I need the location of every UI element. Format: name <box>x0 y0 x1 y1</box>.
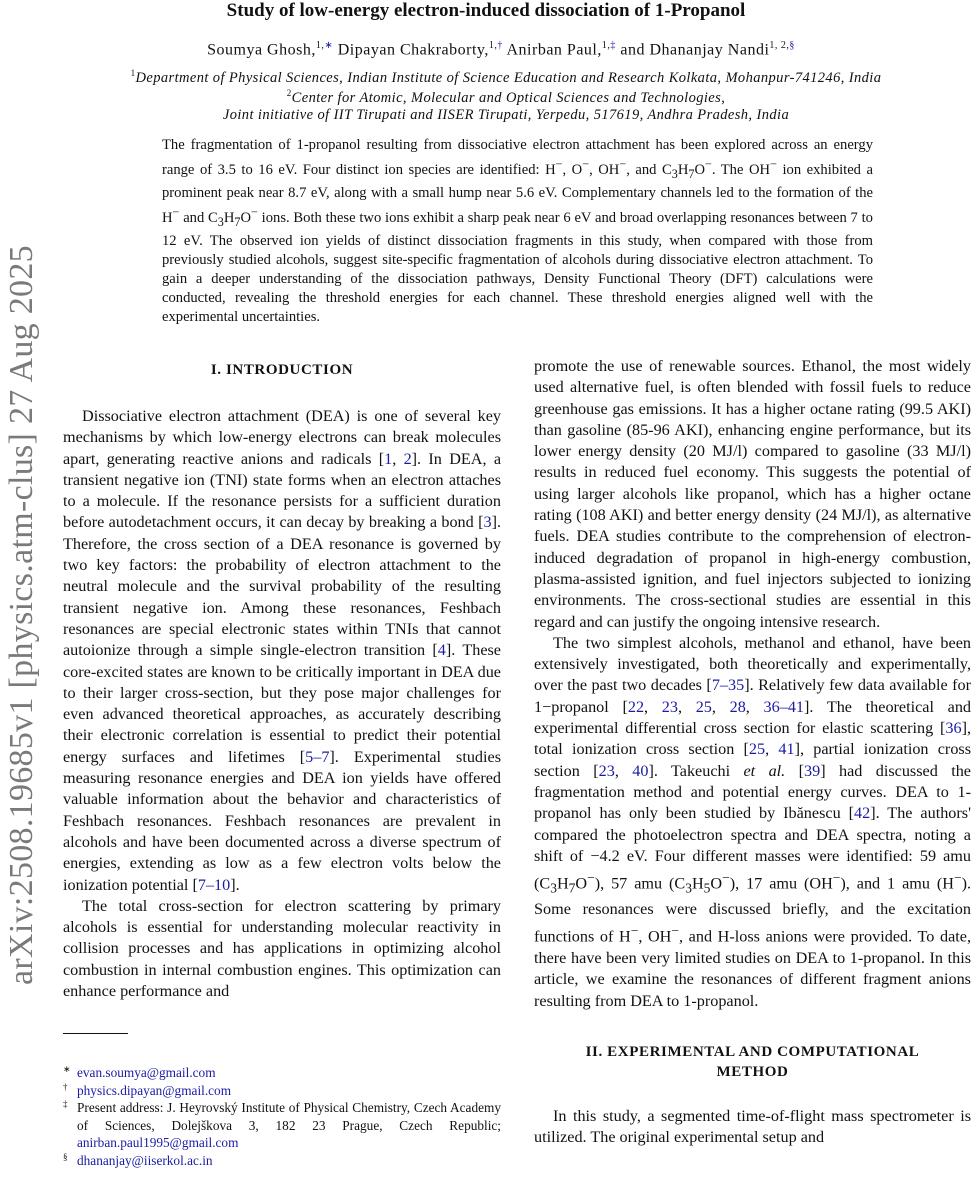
citation-link[interactable]: 40 <box>632 761 649 780</box>
paragraph: In this study, a segmented time-of-flight mass spectrometer is utilized. The original experimental setup and <box>534 1106 971 1147</box>
citation-link[interactable]: 4 <box>437 641 446 660</box>
footnotes <box>63 1064 501 1169</box>
author-affil-number: 1, <box>488 40 498 51</box>
author-footnote-link[interactable]: † <box>497 40 503 51</box>
author-footnote-link[interactable]: ∗ <box>324 40 334 51</box>
email-link[interactable]: anirban.paul1995@gmail.com <box>77 1135 239 1150</box>
author-name: Dipayan Chakraborty, <box>337 41 489 59</box>
email-link[interactable]: evan.soumya@gmail.com <box>77 1065 216 1080</box>
citation-link[interactable]: 25 <box>695 697 712 716</box>
author-affil-number: 1, 2, <box>769 40 790 51</box>
citation-link[interactable]: 7–35 <box>711 676 745 695</box>
arxiv-identifier-stamp: arXiv:2508.19685v1 [physics.atm-clus] 27 Aug 2025 <box>3 245 40 985</box>
author-name: and Dhananjay Nandi <box>620 41 770 59</box>
citation-link[interactable]: 3 <box>483 513 492 532</box>
right-column <box>534 356 971 1149</box>
footnote: ∗ evan.soumya@gmail.com <box>63 1064 216 1080</box>
author-footnote-link[interactable]: § <box>789 40 795 51</box>
footnote: § dhananjay@iiserkol.ac.in <box>63 1151 213 1168</box>
citation-link[interactable]: 22 <box>627 697 645 716</box>
citation-link[interactable]: 1 <box>384 449 393 468</box>
footnote-divider <box>63 1033 128 1034</box>
affiliation-2 <box>60 88 952 107</box>
affiliation-number: 2 <box>286 88 292 98</box>
section-heading-experimental: II. EXPERIMENTAL AND COMPUTATIONAL METHOD <box>585 1043 920 1080</box>
author-list <box>60 40 942 59</box>
paper-title: Study of low-energy electron-induced dissociation of 1-Propanol <box>226 0 746 21</box>
paragraph: The two simplest alcohols, methanol and ethanol, have been extensively investigated, both theoretically and experimentally, over the past two decades [7–35]. Relatively few data available for 1−propanol [22, 23, 25, 28, 36–41]. The theoretical and experimental differential cross section for elastic scattering [36], total ionization cross section [25, 41], partial ionization cross section [23, 40]. Takeuchi et al. [39] had discussed the fragmentation method and potential energy curves. DEA to 1-propanol has only been studied by Ibănescu [42]. The authors' compared the photoelectron spectra and DEA spectra, noting a shift of −4.2 eV. Four different masses were identified: 59 amu $(C_3H_7O^-)$, 57 amu $(C_3H_5O^-)$, 17 amu (OH−), and 1 amu (H−). Some resonances were discussed briefly, and the excitation functions of H−, OH−, and H-loss anions were provided. To date, there have been very limited studies on DEA to 1-propanol. In this article, we examine the resonances of different fragment anions resulting from DEA to 1-propanol. <box>534 633 972 1010</box>
author-name: Anirban Paul, <box>506 41 602 59</box>
affiliation-number: 1 <box>130 68 136 78</box>
paragraph: The total cross-section for electron scattering by primary alcohols is essential for understanding molecular reactivity in collision processes and has applications in optimizing alcohol combustion in internal combustion engines. This optimization can enhance performance and <box>63 896 501 1001</box>
citation-link[interactable]: 23 <box>661 697 678 716</box>
citation-link[interactable]: 23 <box>598 761 615 780</box>
citation-link[interactable]: 2 <box>403 449 412 468</box>
citation-link[interactable]: 39 <box>804 761 821 780</box>
citation-link[interactable]: 7–10 <box>197 875 231 894</box>
paragraph: Dissociative electron attachment (DEA) is one of several key mechanisms by which low-energy electrons can break molecules apart, generating reactive anions and radicals [1, 2]. In DEA, a transient negative ion (TNI) state forms when an electron attaches to a molecule. If the resonance persists for a sufficient duration before autodetachment occurs, it can decay by breaking a bond [3]. Therefore, the cross section of a DEA resonance is governed by two key factors: the probability of electron attachment to the neutral molecule and the survival probability of the resulting transient negative ion. Among these resonances, Feshbach resonances are special electronic states within TNIs that cannot autoionize through a simple single-electron transition [4]. These core-excited states are known to be critically important in DEA due to their larger cross-section, but they pose major challenges for even advanced theoretical approaches, as accurately describing their electronic correlation is essential to predict their potential energy surfaces and lifetimes [5–7]. Experimental studies measuring resonance energies and DEA ion yields have offered valuable information about the behavior and characteristics of Feshbach resonances. Feshbach resonances are prevalent in alcohols and have been documented across a diverse spectrum of energies, extending as low as a few electron volts below the ionization potential [7–10]. <box>63 407 502 894</box>
citation-link[interactable]: 5–7 <box>305 747 330 766</box>
email-link[interactable]: physics.dipayan@gmail.com <box>77 1082 232 1098</box>
citation-link[interactable]: 42 <box>854 804 871 823</box>
author-affil-number: 1, <box>601 40 611 51</box>
author-footnote-link[interactable]: ‡ <box>610 40 616 51</box>
citation-link[interactable]: 36 <box>945 719 962 738</box>
footnote: ‡ Present address: J. Heyrovský Institute of Physical Chemistry, Czech Academy of Sciences, Dolejškova 3, 182 23 Prague, Czech Republic; anirban.paul1995@gmail.com <box>63 1099 501 1150</box>
author-affil-number: 1, <box>315 40 325 51</box>
affiliation-1 <box>60 68 952 87</box>
footnote: † physics.dipayan@gmail.com <box>63 1081 232 1098</box>
affiliation-text: Joint initiative of IIT Tirupati and IISER Tirupati, Yerpedu, 517619, Andhra Pradesh, India <box>222 107 790 123</box>
citation-link[interactable]: 28 <box>729 697 746 716</box>
affiliation-2-continued <box>60 107 952 124</box>
section-heading-introduction: I. INTRODUCTION <box>210 362 354 378</box>
affiliation-text: Department of Physical Sciences, Indian Institute of Science Education and Research Kolkata, Mohanpur-741246, India <box>135 69 882 86</box>
paragraph-continued: promote the use of renewable sources. Ethanol, the most widely used alternative fuel, is often blended with fossil fuels to reduce greenhouse gas emissions. It has a higher octane rating (99.5 AKI) than gasoline (85-96 AKI), enhancing engine performance, but its lower energy density (20 MJ/l) compared to gasoline (33 MJ/l) results in reduced fuel economy. This suggests the potential of using larger alcohols like propanol, which has a higher octane rating (108 AKI) and better energy density (24 MJ/l), as alternative fuels. DEA studies contribute to the comprehension of electron-induced degradation of propanol in high-energy combustion, plasma-assisted ignition, and fuel injectors subjected to ionizing environments. The cross-sectional studies are essential in this regard and can justify the ongoing intensive research. <box>534 357 971 631</box>
abstract: The fragmentation of 1-propanol resulting from dissociative electron attachment has been explored across an energy range of 3.5 to 16 eV. Four distinct ion species are identified: H−, O−, OH−, and $C_3H_7O^-$. The OH− ion exhibited a prominent peak near 8.7 eV, along with a small hump near 5.6 eV. Complementary channels led to the formation of the H− and $C_3H_7O^-$ ions. Both these two ions exhibit a sharp peak near 6 eV and broad overlapping resonances between 7 to 12 eV. The observed ion yields of distinct dissociation fragments in this study, when compared with those from previously studied alcohols, suggest site-specific fragmentation of alcohols during dissociative electron attachment. To gain a deeper understanding of the dissociation pathways, Density Functional Theory (DFT) calculations were conducted, revealing the threshold energies for each channel. These threshold energies aligned well with the experimental uncertainties. <box>162 137 873 325</box>
citation-link[interactable]: 25 <box>748 740 766 759</box>
left-column <box>63 356 501 1002</box>
affiliation-text: Center for Atomic, Molecular and Optical Sciences and Technologies, <box>291 89 726 106</box>
email-link[interactable]: dhananjay@iiserkol.ac.in <box>77 1152 213 1168</box>
author-name: Soumya Ghosh, <box>207 41 316 59</box>
citation-link[interactable]: 36–41 <box>763 697 804 716</box>
citation-link[interactable]: 41 <box>778 740 795 759</box>
